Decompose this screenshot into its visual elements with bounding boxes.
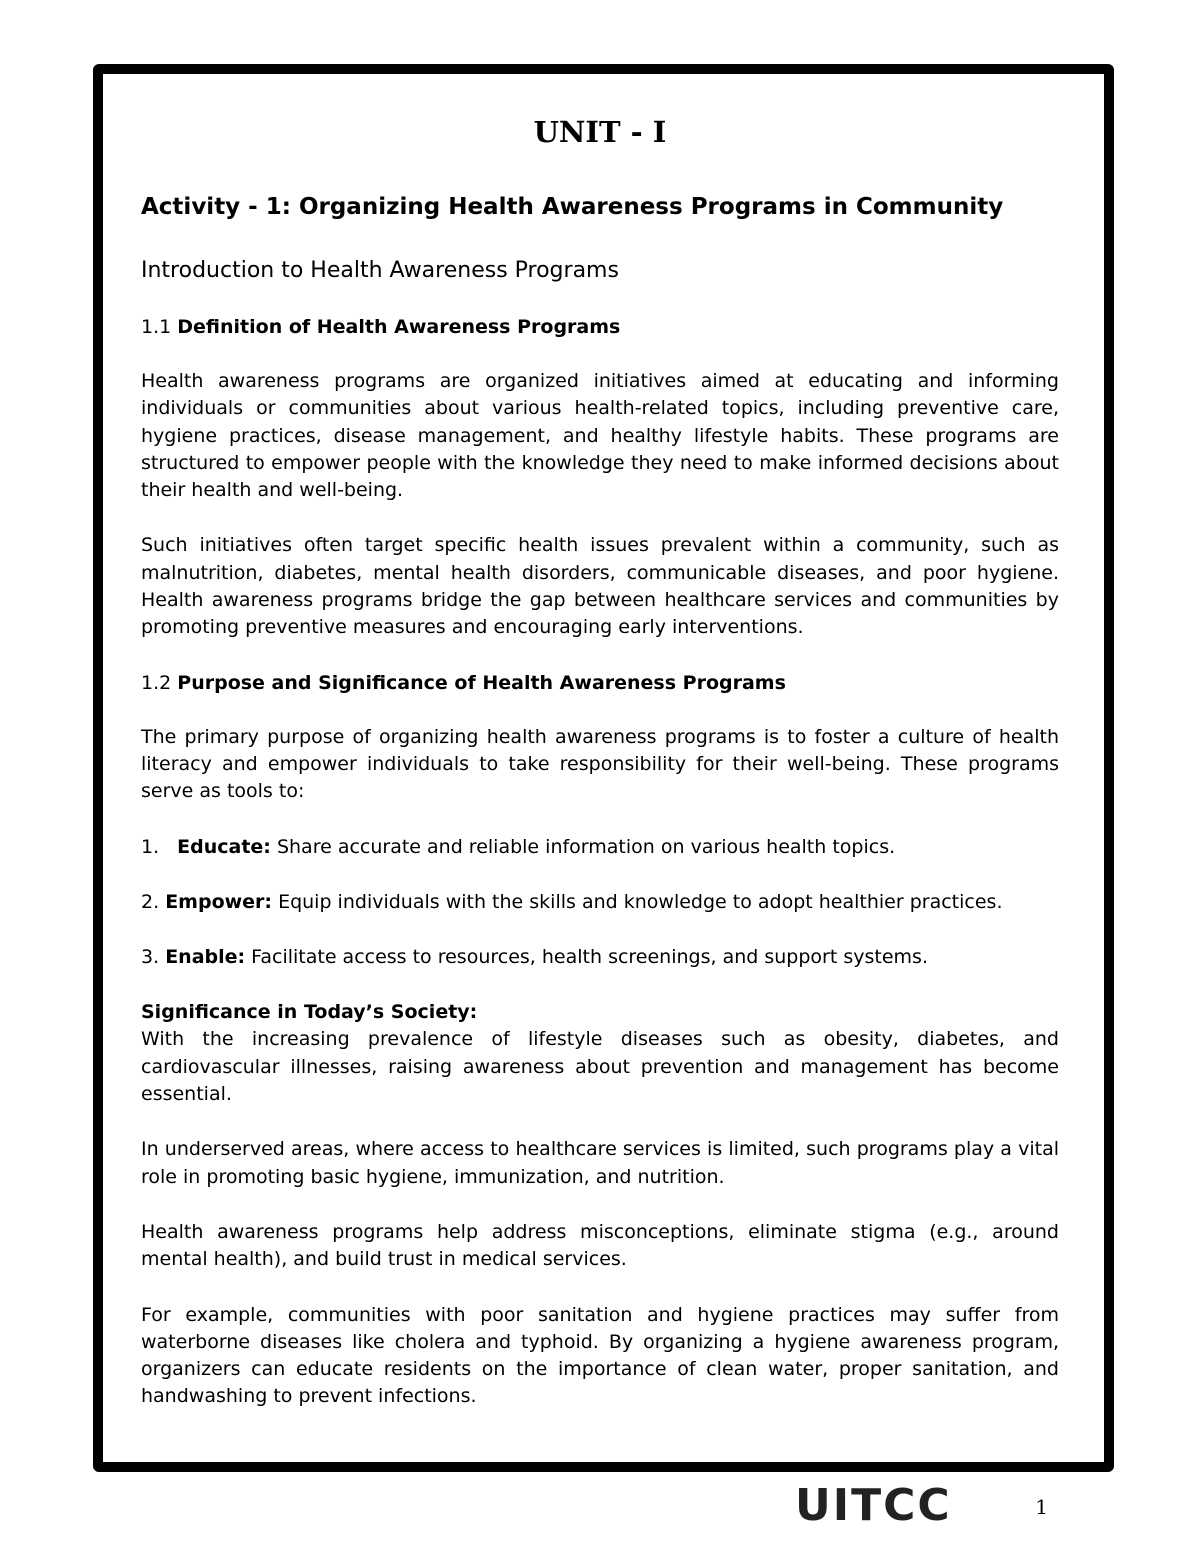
list-text: Facilitate access to resources, health screenings, and support systems. (245, 946, 928, 969)
activity-title: Activity - 1: Organizing Health Awareness Programs in Community (141, 194, 1004, 220)
unit-title: UNIT - I (533, 115, 667, 149)
paragraph: Health awareness programs help address misconceptions, eliminate stigma (e.g., around mental health), and build trust in medical services. (141, 1220, 1059, 1271)
section-heading-1-2 (141, 670, 1059, 696)
list-term: Empower: (165, 890, 273, 913)
page-number: 1 (1035, 1495, 1048, 1519)
list-number: 1. (141, 835, 160, 858)
intro-heading: Introduction to Health Awareness Programs (141, 258, 619, 283)
section-title: Purpose and Significance of Health Awareness Programs (177, 671, 786, 694)
paragraph: With the increasing prevalence of lifestyle diseases such as obesity, diabetes, and cardiovascular illnesses, raising awareness about prevention and management has become essential. (141, 1028, 1059, 1106)
section-heading-1-1 (141, 314, 1059, 340)
section-number: 1.2 (141, 671, 172, 694)
paragraph: Such initiatives often target specific health issues prevalent within a community, such as malnutrition, diabetes, mental health disorders, communicable diseases, and poor hygiene. Health awareness programs bridge the gap between healthcare services and communities by promoting preventive measures and encouraging early interventions. (141, 534, 1059, 639)
significance-heading: Significance in Today’s Society: (141, 1001, 478, 1024)
paragraph: The primary purpose of organizing health awareness programs is to foster a culture of health literacy and empower individuals to take responsibility for their well-being. These programs serve as tools to: (141, 725, 1059, 803)
paragraph: In underserved areas, where access to healthcare services is limited, such programs play a vital role in promoting basic hygiene, immunization, and nutrition. (141, 1138, 1059, 1188)
section-number: 1.1 (141, 316, 172, 338)
list-number: 2. (141, 890, 160, 913)
watermark-fragment (795, 1480, 952, 1531)
list-item (141, 834, 1059, 861)
section-title: Definition of Health Awareness Programs (177, 316, 621, 338)
paragraph: For example, communities with poor sanitation and hygiene practices may suffer from waterborne diseases like cholera and typhoid. By organizing a hygiene awareness program, organizers can educate residents on the importance of clean water, proper sanitation, and handwashing to prevent infections. (141, 1303, 1059, 1408)
list-item (141, 889, 1059, 916)
list-text: Share accurate and reliable information on various health topics. (270, 835, 896, 858)
page-content (141, 110, 1059, 1439)
list-item (141, 944, 1059, 971)
paragraph: Health awareness programs are organized initiatives aimed at educating and informing individuals or communities about various health-related topics, including preventive care, hygiene practices, disease management, and healthy lifestyle habits. These programs are structured to empower people with the knowledge they need to make informed decisions about their health and well-being. (141, 370, 1059, 502)
list-text: Equip individuals with the skills and knowledge to adopt healthier practices. (272, 890, 1003, 913)
list-number: 3. (141, 946, 160, 969)
watermark-text: UITCC (795, 1480, 952, 1531)
list-term: Enable: (165, 946, 246, 969)
list-term: Educate: (177, 835, 271, 858)
